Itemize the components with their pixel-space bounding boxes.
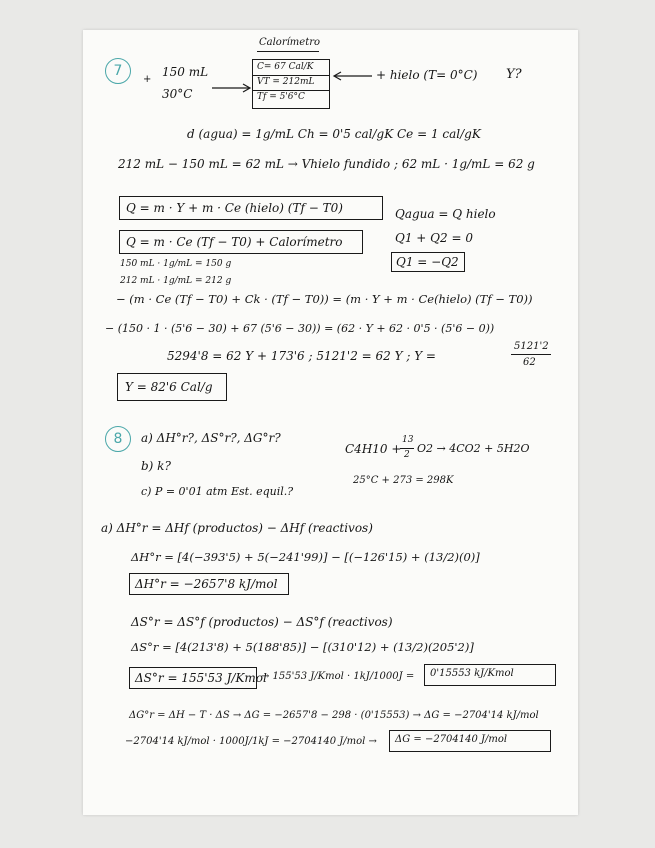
- scanned-page: [83, 30, 578, 815]
- mass-150: 150 mL · 1g/mL = 150 g: [120, 259, 232, 269]
- plus-sign: +: [143, 74, 152, 85]
- cal-divider-1: [253, 75, 329, 76]
- problem-8-number: 8: [105, 426, 131, 452]
- dg-result: ΔG = −2704140 J/mol: [395, 734, 508, 745]
- dg-line: ΔG°r = ΔH − T · ΔS → ΔG = −2657'8 − 298 · (0'15553) → ΔG = −2704'14 kJ/mol: [129, 710, 539, 721]
- cal-value-tf: Tf = 5'6°C: [257, 92, 305, 102]
- cal-value-vt: VT = 212mL: [257, 77, 315, 87]
- temperature-line: 25°C + 273 = 298K: [353, 475, 454, 486]
- calorimetro-box: [252, 59, 330, 109]
- dh-result: ΔH°r = −2657'8 kJ/mol: [135, 577, 278, 591]
- eq-agua-box: [119, 230, 363, 254]
- left-volume: 150 mL: [162, 65, 209, 79]
- eq-hielo-box: [119, 196, 383, 220]
- fraction-numerator: 5121'2: [514, 341, 549, 352]
- reaction-left: C4H10 +: [345, 442, 402, 456]
- calorimetro-underline: [257, 51, 319, 52]
- vhielo-line: 212 mL − 150 mL = 62 mL → Vhielo fundido ; 62 mL · 1g/mL = 62 g: [118, 157, 535, 171]
- ds-result-box: [129, 667, 267, 689]
- equation-line-1: − (m · Ce (Tf − T0) + Ck · (Tf − T0)) = (m · Y + m · Ce(hielo) (Tf − T0)): [116, 292, 533, 306]
- dg-result-box: [389, 730, 551, 752]
- reaction-frac-num: 13: [402, 435, 414, 445]
- ds-calculation: ΔS°r = [4(213'8) + 5(188'85)] − [(310'12) + (13/2)(205'2)]: [131, 640, 474, 654]
- eq-hielo: Q = m · Y + m · Ce (hielo) (Tf − T0): [126, 201, 343, 215]
- left-temp: 30°C: [162, 87, 193, 101]
- ds-definition: ΔS°r = ΔS°f (productos) − ΔS°f (reactivos): [131, 615, 393, 629]
- hielo-label: + hielo (T= 0°C): [376, 68, 478, 82]
- problem-7-number: 7: [105, 58, 131, 84]
- dh-result-box: [129, 573, 289, 595]
- arrow-right-icon: [211, 82, 253, 94]
- equation-line-2: − (150 · 1 · (5'6 − 30) + 67 (5'6 − 30)) = (62 · Y + 62 · 0'5 · (5'6 − 0)): [105, 322, 495, 335]
- qneg-line: Q1 = −Q2: [396, 255, 459, 269]
- mass-212: 212 mL · 1g/mL = 212 g: [120, 276, 232, 286]
- unknown-y: Y?: [506, 67, 522, 82]
- ds-conversion: → 155'53 J/Kmol · 1kJ/1000J =: [261, 671, 415, 682]
- reaction-frac-den: 2: [404, 450, 410, 460]
- result-box: [117, 373, 227, 401]
- qsum-line: Q1 + Q2 = 0: [395, 231, 473, 245]
- dh-calculation: ΔH°r = [4(−393'5) + 5(−241'99)] − [(−126'15) + (13/2)(0)]: [131, 550, 480, 564]
- question-b: b) k?: [141, 459, 171, 473]
- dh-definition: a) ΔH°r = ΔHf (productos) − ΔHf (reactivos): [101, 521, 373, 535]
- question-a: a) ΔH°r?, ΔS°r?, ΔG°r?: [141, 431, 281, 445]
- reaction-frac-bar: [400, 448, 414, 449]
- fraction-bar: [511, 354, 551, 355]
- ds-conversion-result: 0'15553 kJ/Kmol: [430, 668, 514, 679]
- equation-line-3: 5294'8 = 62 Y + 173'6 ; 5121'2 = 62 Y ; Y =: [167, 349, 436, 363]
- dg-conversion: −2704'14 kJ/mol · 1000J/1kJ = −2704140 J/mol →: [125, 736, 377, 747]
- reaction-right: O2 → 4CO2 + 5H2O: [417, 442, 530, 455]
- cal-divider-2: [253, 90, 329, 91]
- arrow-left-icon: [331, 70, 373, 82]
- ds-result: ΔS°r = 155'53 J/Kmol: [135, 671, 267, 685]
- result-value: Y = 82'6 Cal/g: [125, 380, 213, 394]
- question-c: c) P = 0'01 atm Est. equil.?: [141, 485, 294, 498]
- cal-value-c: C= 67 Cal/K: [257, 62, 314, 72]
- calorimetro-label: Calorímetro: [259, 37, 321, 48]
- ds-conversion-result-box: [424, 664, 556, 686]
- densities-line: d (agua) = 1g/mL Ch = 0'5 cal/gK Ce = 1 cal/gK: [187, 127, 481, 141]
- fraction-denominator: 62: [523, 357, 536, 368]
- qagua-line: Qagua = Q hielo: [395, 207, 496, 221]
- qneg-box: [391, 252, 465, 272]
- eq-agua: Q = m · Ce (Tf − T0) + Calorímetro: [126, 235, 343, 249]
